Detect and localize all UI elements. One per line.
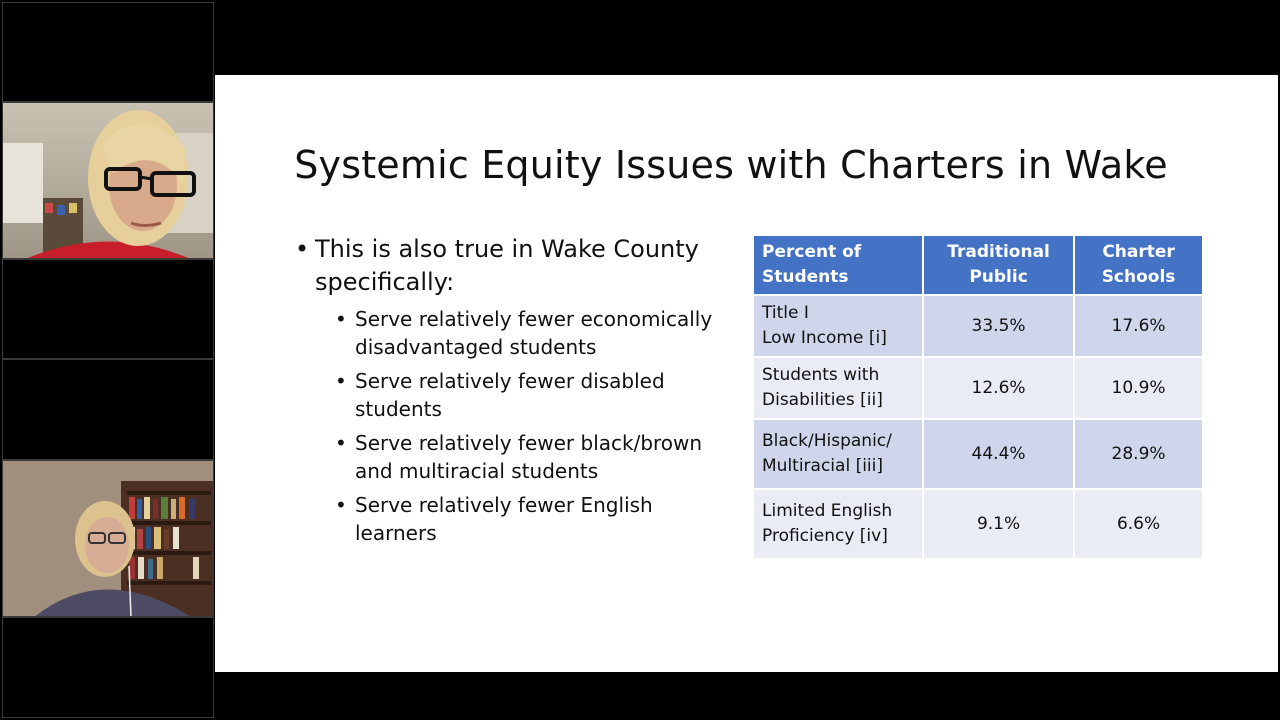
row-label-line: Black/Hispanic/: [762, 431, 892, 451]
participant-video-2[interactable]: [2, 460, 214, 617]
bullet-point: • Serve relatively fewer black/brown and multiracial students: [293, 429, 733, 485]
row-label: [753, 489, 923, 559]
charter-value: 17.6%: [1074, 295, 1203, 357]
row-label: [753, 419, 923, 489]
participant-tile-empty[interactable]: [2, 617, 214, 718]
charter-value: 28.9%: [1074, 419, 1203, 489]
shared-slide: [215, 75, 1278, 672]
table-header-row: [753, 235, 1203, 295]
header-percent-of-students: Percent of Students: [753, 235, 923, 295]
bullet-point: • Serve relatively fewer English learners: [293, 491, 733, 547]
traditional-value: 44.4%: [923, 419, 1074, 489]
participant-tile-empty[interactable]: [2, 259, 214, 359]
row-label: [753, 357, 923, 419]
row-label-line: Multiracial [iii]: [762, 456, 884, 476]
row-label-line: Low Income [i]: [762, 328, 887, 348]
table-row: [753, 419, 1203, 489]
bullet-intro: • This is also true in Wake County specifically:: [293, 233, 733, 299]
equity-table: [752, 234, 1204, 560]
participant-2-video-feed: [3, 461, 214, 617]
traditional-value: 33.5%: [923, 295, 1074, 357]
charter-value: 10.9%: [1074, 357, 1203, 419]
table-row: [753, 489, 1203, 559]
row-label: [753, 295, 923, 357]
participant-tile-empty[interactable]: [2, 2, 214, 102]
slide-title: Systemic Equity Issues with Charters in Wake: [294, 143, 1168, 187]
header-traditional-public: Traditional Public: [923, 235, 1074, 295]
row-label-line: Students with: [762, 365, 880, 385]
row-label-line: Title I: [762, 303, 809, 323]
table-row: [753, 295, 1203, 357]
row-label-line: Limited English: [762, 501, 893, 521]
table-row: [753, 357, 1203, 419]
participant-tile-empty[interactable]: [2, 359, 214, 460]
bullet-point: • Serve relatively fewer economically disadvantaged students: [293, 305, 733, 361]
charter-value: 6.6%: [1074, 489, 1203, 559]
bullet-list: [293, 233, 733, 553]
header-charter-schools: Charter Schools: [1074, 235, 1203, 295]
participant-video-1[interactable]: [2, 102, 214, 259]
participant-gallery: [0, 0, 216, 720]
bullet-point: • Serve relatively fewer disabled students: [293, 367, 733, 423]
row-label-line: Proficiency [iv]: [762, 526, 888, 546]
traditional-value: 12.6%: [923, 357, 1074, 419]
row-label-line: Disabilities [ii]: [762, 390, 883, 410]
participant-1-video-feed: [3, 103, 214, 259]
traditional-value: 9.1%: [923, 489, 1074, 559]
